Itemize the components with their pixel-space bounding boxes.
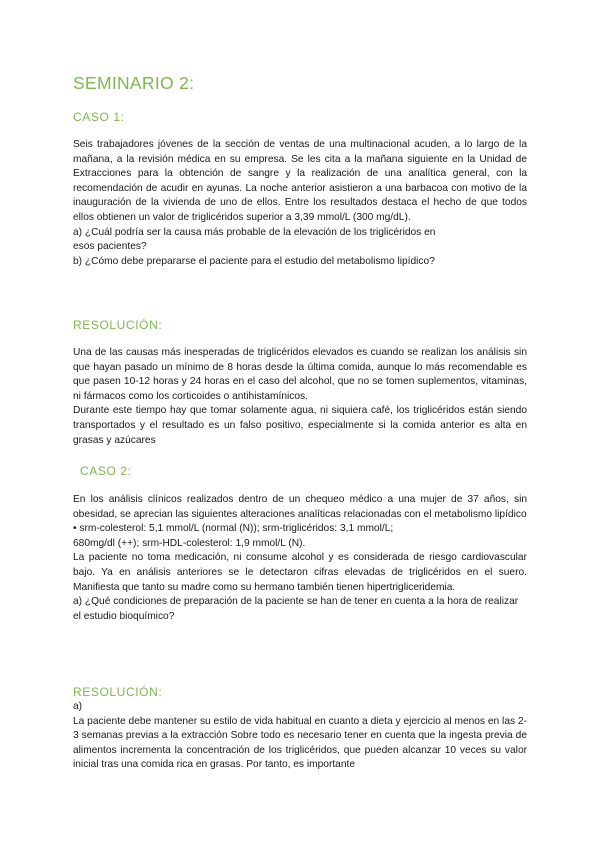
caso2-paragraph-2: La paciente no toma medicación, ni consume alcohol y es considerada de riesgo cardiovascular bajo. Ya en análisis anteriores se le detectaron cifras elevadas de triglicéridos en el suero. Manifiesta que tanto su madre como su hermano también tienen hipertrigliceridemia.: [73, 552, 527, 593]
resolucion1-paragraph-2: Durante este tiempo hay que tomar solamente agua, ni siquiera café, los triglicéridos están siendo transportados y el resultado es un falso positivo, especialmente si la comida anterior es alta en grasas y azúcares: [73, 405, 527, 446]
caso1-intro: Seis trabajadores jóvenes de la sección de ventas de una multinacional acuden, a lo largo de la mañana, a la revisión médica en su empresa. Se les cita a la mañana siguiente en la Unidad de Extracciones para la obtención de sangre y la realización de una analítica general, con la recomendación de acudir en ayunas. La noche anterior asistieron a una barbacoa con motivo de la inauguración de la vivienda de uno de ellos. Entre los resultados destaca el hecho de que todos ellos obtienen un valor de triglicéridos superior a 3,39 mmol/L (300 mg/dL).: [73, 139, 527, 223]
resolucion1-heading: RESOLUCIÓN:: [73, 318, 163, 332]
caso2-body: [73, 493, 527, 624]
caso2-question-a: a) ¿Qué condiciones de preparación de la paciente se han de tener en cuenta a la hora de realizar el estudio bioquímico?: [73, 596, 519, 622]
caso2-values-line2: 680mg/dl (++); srm-HDL-colesterol: 1,9 mmol/L (N).: [73, 537, 306, 549]
resolucion2-label-a: a): [73, 701, 83, 712]
caso2-intro: En los análisis clínicos realizados dentro de un chequeo médico a una mujer de 37 años, sin obesidad, se aprecian las siguientes alteraciones analíticas relacionadas con el metabolismo lipídico: [73, 494, 527, 520]
resolucion1-paragraph-1: Una de las causas más inesperadas de triglicéridos elevados es cuando se realizan los análisis sin que hayan pasado un mínimo de 8 horas desde la última comida, aunque lo más recomendable es que pasen 10-12 horas y 24 horas en el caso del alcohol, que no se tomen suplementos, vitaminas, ni fármacos como los corticoides o antihistamínicos.: [73, 347, 527, 402]
caso1-question-a-line1: a) ¿Cuál podría ser la causa más probable de la elevación de los triglicéridos en: [73, 226, 436, 238]
caso2-values-line1: • srm-colesterol: 5,1 mmol/L (normal (N)); srm-triglicéridos: 3,1 mmol/L;: [73, 523, 394, 535]
resolucion2-body: [73, 700, 527, 773]
caso1-question-b: b) ¿Cómo debe prepararse el paciente para el estudio del metabolismo lipídico?: [73, 255, 435, 267]
caso1-body: [73, 138, 527, 269]
resolucion2-paragraph-1: La paciente debe mantener su estilo de vida habitual en cuanto a dieta y ejercicio al menos en las 2-3 semanas previas a la extracción Sobre todo es necesario tener en cuenta que la ingesta previa de alimentos incrementa la concentración de los triglicéridos, que pueden alcanzar 10 veces su valor inicial tras una comida rica en grasas. Por tanto, es importante: [73, 715, 527, 771]
caso1-heading: CASO 1:: [73, 110, 125, 124]
resolucion2-heading: RESOLUCIÓN:: [73, 685, 163, 699]
caso1-question-a-line2: esos pacientes?: [73, 241, 147, 253]
page-title: SEMINARIO 2:: [73, 73, 195, 93]
resolucion1-body: [73, 346, 527, 448]
caso2-heading: CASO 2:: [80, 464, 132, 478]
